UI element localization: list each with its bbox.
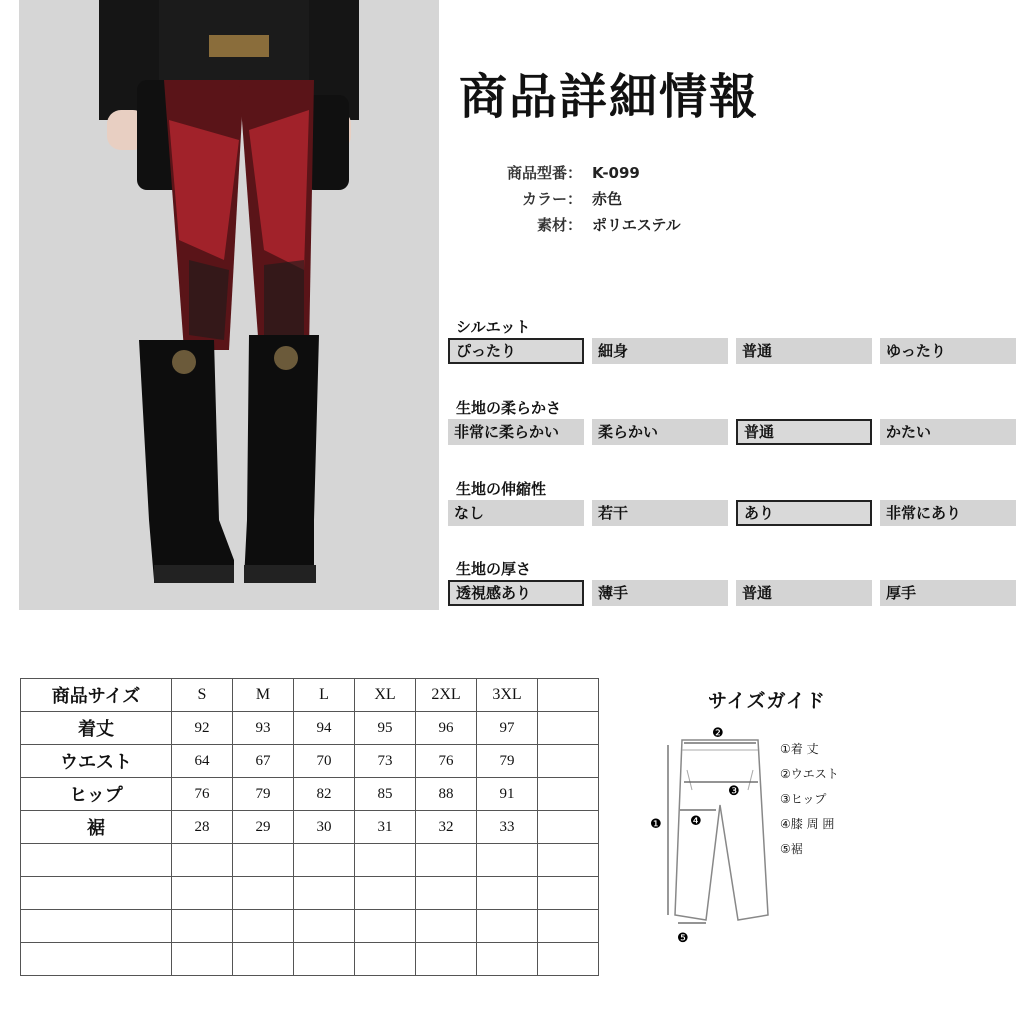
table-cell: 73 <box>355 745 416 778</box>
attribute-option: かたい <box>880 419 1016 445</box>
attribute-name: 生地の厚さ <box>456 560 532 578</box>
table-header-cell <box>538 679 599 712</box>
table-cell <box>416 910 477 943</box>
table-header-row <box>21 679 599 712</box>
table-cell <box>294 910 355 943</box>
table-cell <box>538 811 599 844</box>
attribute-option: 若干 <box>592 500 728 526</box>
attribute-option: 厚手 <box>880 580 1016 606</box>
attribute-option: 薄手 <box>592 580 728 606</box>
table-cell <box>477 943 538 976</box>
table-cell <box>233 943 294 976</box>
table-row <box>21 910 599 943</box>
table-cell <box>538 943 599 976</box>
legend-item: ①着 丈 <box>780 742 819 756</box>
legend-item: ④膝 周 囲 <box>780 817 835 831</box>
table-row-label: ウエスト <box>21 745 172 778</box>
attribute-option-selected: あり <box>736 500 872 526</box>
page-title: 商品詳細情報 <box>459 69 760 125</box>
attribute-name: 生地の柔らかさ <box>456 399 562 417</box>
attribute-thickness <box>448 558 1018 606</box>
product-info <box>490 160 681 238</box>
table-cell <box>416 943 477 976</box>
table-cell: 82 <box>294 778 355 811</box>
marker-length: ❶ <box>650 817 662 832</box>
table-cell: 67 <box>233 745 294 778</box>
legend-item: ②ウエスト <box>780 767 839 781</box>
table-row <box>21 778 599 811</box>
table-cell <box>294 877 355 910</box>
legend-item: ⑤裾 <box>780 842 803 856</box>
table-cell: 94 <box>294 712 355 745</box>
table-cell: 92 <box>172 712 233 745</box>
table-cell <box>294 844 355 877</box>
info-label: 素材： <box>536 216 582 234</box>
table-row <box>21 811 599 844</box>
table-header-cell: 2XL <box>416 679 477 712</box>
table-row-label: ヒップ <box>21 778 172 811</box>
table-cell: 31 <box>355 811 416 844</box>
table-cell: 79 <box>477 745 538 778</box>
attribute-option-selected: 透視感あり <box>448 580 584 606</box>
table-cell <box>538 877 599 910</box>
size-guide-title: サイズガイド <box>708 690 826 712</box>
attribute-option: なし <box>448 500 584 526</box>
table-row-label <box>21 910 172 943</box>
table-cell <box>355 844 416 877</box>
table-cell: 96 <box>416 712 477 745</box>
attribute-option: 柔らかい <box>592 419 728 445</box>
attribute-option-selected: ぴったり <box>448 338 584 364</box>
attribute-option: 細身 <box>592 338 728 364</box>
table-row-label <box>21 943 172 976</box>
attribute-option: ゆったり <box>880 338 1016 364</box>
table-cell: 33 <box>477 811 538 844</box>
table-cell <box>355 943 416 976</box>
size-guide-legend <box>780 740 839 865</box>
table-cell: 97 <box>477 712 538 745</box>
table-cell <box>416 877 477 910</box>
table-row-label <box>21 877 172 910</box>
table-header-cell: L <box>294 679 355 712</box>
attribute-option: 普通 <box>736 580 872 606</box>
marker-hem: ❺ <box>677 931 689 946</box>
product-photo <box>19 0 439 610</box>
table-row-label: 着丈 <box>21 712 172 745</box>
table-cell <box>172 844 233 877</box>
info-row-color <box>490 186 681 212</box>
attribute-option: 非常に柔らかい <box>448 419 584 445</box>
info-label: 商品型番： <box>506 164 582 182</box>
attribute-stretch <box>448 478 1018 526</box>
attribute-option: 普通 <box>736 338 872 364</box>
table-row <box>21 943 599 976</box>
table-header-cell: 3XL <box>477 679 538 712</box>
table-row-label: 裾 <box>21 811 172 844</box>
table-cell: 88 <box>416 778 477 811</box>
table-cell <box>416 844 477 877</box>
table-cell: 30 <box>294 811 355 844</box>
table-cell: 64 <box>172 745 233 778</box>
table-cell <box>172 910 233 943</box>
table-cell <box>172 943 233 976</box>
info-value: ポリエステル <box>592 216 681 234</box>
table-cell: 79 <box>233 778 294 811</box>
table-cell <box>538 910 599 943</box>
attribute-silhouette <box>448 316 1018 364</box>
table-cell <box>477 877 538 910</box>
legend-item: ③ヒップ <box>780 792 827 806</box>
table-cell: 85 <box>355 778 416 811</box>
info-value: K-099 <box>592 164 640 182</box>
table-corner: 商品サイズ <box>21 679 172 712</box>
table-cell: 28 <box>172 811 233 844</box>
attribute-option: 非常にあり <box>880 500 1016 526</box>
marker-knee: ❹ <box>690 814 702 829</box>
attribute-name: 生地の伸縮性 <box>456 480 547 498</box>
table-cell <box>355 910 416 943</box>
table-cell: 76 <box>172 778 233 811</box>
size-guide-diagram <box>640 715 780 954</box>
info-label: カラー： <box>521 190 582 208</box>
table-cell <box>294 943 355 976</box>
table-cell: 70 <box>294 745 355 778</box>
table-header-cell: M <box>233 679 294 712</box>
table-header-cell: XL <box>355 679 416 712</box>
table-cell <box>233 877 294 910</box>
table-cell <box>172 877 233 910</box>
table-cell <box>477 844 538 877</box>
table-cell <box>233 844 294 877</box>
table-cell <box>538 844 599 877</box>
table-row <box>21 877 599 910</box>
table-cell: 93 <box>233 712 294 745</box>
marker-waist: ❷ <box>712 726 724 741</box>
table-cell: 91 <box>477 778 538 811</box>
info-row-material <box>490 212 681 238</box>
table-cell: 32 <box>416 811 477 844</box>
table-cell: 29 <box>233 811 294 844</box>
size-table <box>20 678 599 976</box>
table-row <box>21 712 599 745</box>
table-cell <box>538 745 599 778</box>
table-cell: 76 <box>416 745 477 778</box>
table-cell <box>477 910 538 943</box>
table-cell <box>355 877 416 910</box>
table-row <box>21 844 599 877</box>
table-cell <box>538 778 599 811</box>
table-row-label <box>21 844 172 877</box>
attribute-softness <box>448 397 1018 445</box>
table-cell <box>233 910 294 943</box>
table-cell <box>538 712 599 745</box>
attribute-option-selected: 普通 <box>736 419 872 445</box>
attribute-name: シルエット <box>456 318 531 336</box>
info-row-model <box>490 160 681 186</box>
marker-hip: ❸ <box>728 784 740 799</box>
pants-outline <box>675 740 768 920</box>
table-header-cell: S <box>172 679 233 712</box>
info-value: 赤色 <box>592 190 623 208</box>
table-row <box>21 745 599 778</box>
table-cell: 95 <box>355 712 416 745</box>
